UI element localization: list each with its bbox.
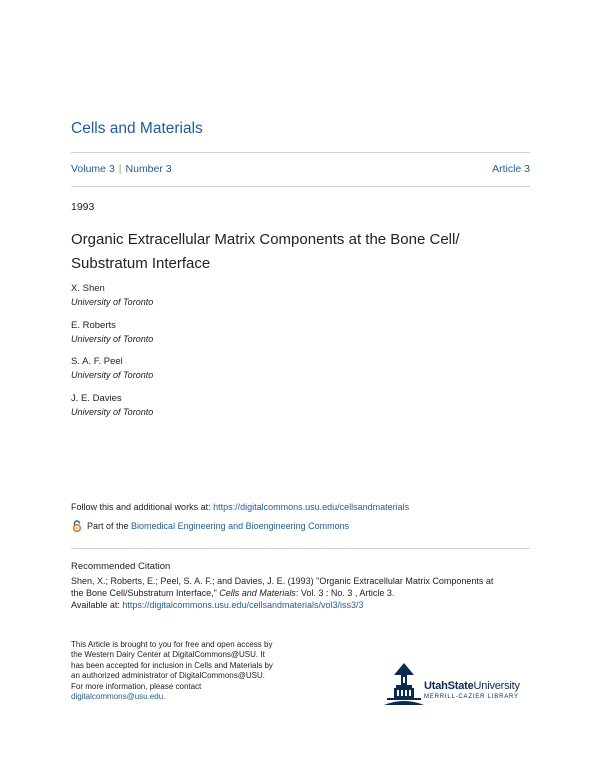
separator: | [118,163,122,175]
logo-name-light: University [473,680,520,692]
notice-line: has been accepted for inclusion in Cells and Materials by [71,660,273,670]
publication-year: 1993 [71,201,95,213]
citation-heading: Recommended Citation [71,561,171,572]
notice-line: This Article is brought to you for free and open access by [71,640,273,649]
citation-url-link[interactable]: https://digitalcommons.usu.edu/cellsandmaterials/vol3/iss3/3 [122,600,364,610]
volume-link[interactable]: Volume 3 [71,163,115,175]
author-affiliation: University of Toronto [71,297,154,307]
divider-top [71,152,530,153]
follow-line [71,502,409,512]
article-link[interactable]: Article 3 [492,163,530,175]
open-access-icon [71,520,83,532]
notice-line: an authorized administrator of DigitalCommons@USU. [71,671,265,681]
article-title [71,228,511,276]
number-link[interactable]: Number 3 [125,163,172,175]
article-title-line1: Organic Extracellular Matrix Components at the Bone Cell/ [71,231,460,248]
notice-line: the Western Dairy Center at DigitalCommons@USU. It [71,650,265,660]
follow-url-link[interactable]: https://digitalcommons.usu.edu/cellsandmaterials [213,502,410,512]
citation-line2 [71,587,541,599]
author-name: E. Roberts [71,320,116,331]
part-of-prefix: Part of the [87,521,129,531]
author-affiliation: University of Toronto [71,370,154,380]
citation-line2-pre: the Bone Cell/Substratum Interface," [71,588,220,598]
available-prefix: Available at: [71,600,123,610]
logo-university-name [424,680,520,692]
contact-email-link[interactable]: digitalcommons@usu.edu. [71,692,166,702]
logo-name-bold: UtahState [424,680,474,692]
citation-line1: Shen, X.; Roberts, E.; Peel, S. A. F.; and Davies, J. E. (1993) "Organic Extracellular Matrix Components at [71,576,494,586]
author-affiliation: University of Toronto [71,407,154,417]
article-title-line2: Substratum Interface [71,255,211,272]
citation-line2-post: : Vol. 3 : No. 3 , Article 3. [295,588,395,598]
notice-line: For more information, please contact [71,681,202,691]
commons-link[interactable]: Biomedical Engineering and Bioengineering Commons [131,521,350,531]
logo-library-name: MERRILL-CAZIER LIBRARY [424,694,519,700]
author-name: X. Shen [71,283,105,294]
follow-prefix: Follow this and additional works at: [71,502,214,512]
access-notice [71,640,311,702]
author-affiliation: University of Toronto [71,334,154,344]
author-name: J. E. Davies [71,393,122,404]
journal-title[interactable]: Cells and Materials [71,120,203,137]
citation-body [71,575,541,611]
author-name: S. A. F. Peel [71,356,123,367]
part-of-line [71,520,349,532]
volume-row [71,163,530,175]
divider-citation [71,548,530,549]
citation-available [71,599,541,611]
divider-bottom [71,186,530,187]
citation-journal: Cells and Materials [219,588,296,598]
